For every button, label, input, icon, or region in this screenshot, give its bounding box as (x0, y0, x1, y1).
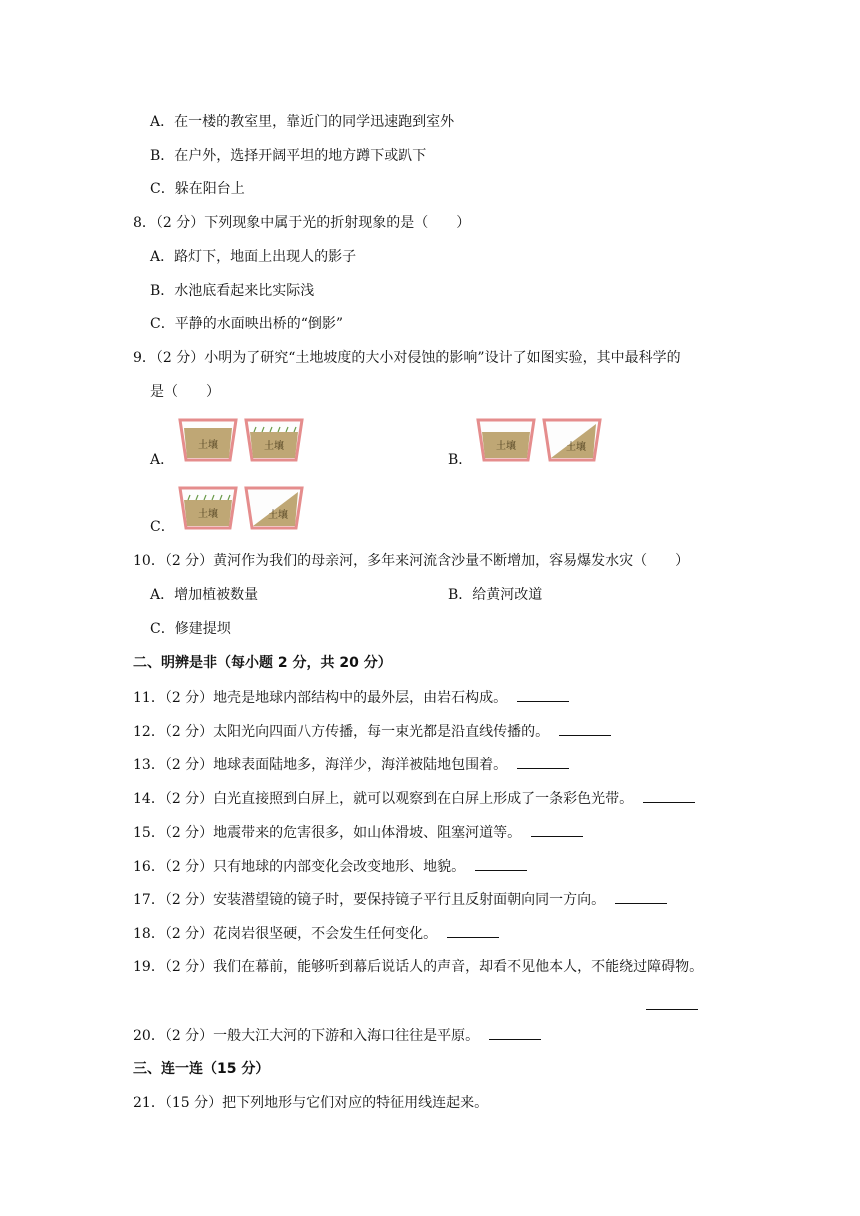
answer-blank[interactable] (615, 889, 667, 904)
q21-stem: 21．（15 分）把下列地形与它们对应的特征用线连起来。 (133, 1095, 489, 1111)
answer-blank[interactable] (531, 822, 583, 837)
q7-option-b: B．在户外，选择开阔平坦的地方蹲下或趴下 (150, 148, 427, 164)
tf-item-20: 20．（2 分）一般大江大河的下游和入海口往往是平原。 (133, 1025, 541, 1046)
q10-option-a: A．增加植被数量 (150, 587, 259, 603)
q8-stem: 8．（2 分）下列现象中属于光的折射现象的是（ ） (133, 215, 471, 231)
soil-label: 土壤 (496, 441, 516, 452)
q9-label-c: C． (150, 519, 175, 535)
tf-item-15: 15．（2 分）地震带来的危害很多，如山体滑坡、阻塞河道等。 (133, 822, 583, 843)
soil-label: 土壤 (264, 441, 284, 452)
section2-title: 二、明辨是非（每小题 2 分，共 20 分） (133, 655, 392, 671)
q10-option-b: B．给黄河改道 (448, 587, 543, 603)
q8-option-b: B．水池底看起来比实际浅 (150, 283, 315, 299)
q8-option-c: C．平静的水面映出桥的“倒影” (150, 316, 344, 332)
q9-stem-line1: 9．（2 分）小明为了研究“土地坡度的大小对侵蚀的影响”设计了如图实验，其中最科学的 (133, 350, 681, 366)
soil-label: 土壤 (566, 442, 586, 453)
basin-flat-figure (178, 418, 238, 462)
q10-option-c: C．修建提坝 (150, 621, 231, 637)
answer-blank[interactable] (447, 923, 499, 938)
q7-option-a: A．在一楼的教室里，靠近门的同学迅速跑到室外 (150, 114, 455, 130)
q7-option-c: C．躲在阳台上 (150, 181, 245, 197)
tf-item-17: 17．（2 分）安装潜望镜的镜子时，要保持镜子平行且反射面朝向同一方向。 (133, 889, 667, 910)
tf-item-13: 13．（2 分）地球表面陆地多，海洋少，海洋被陆地包围着。 (133, 754, 569, 775)
soil-label: 土壤 (268, 510, 288, 521)
basin-flat-grass-figure (244, 418, 304, 462)
basin-flat-grass-figure (178, 486, 238, 530)
soil-label: 土壤 (198, 440, 218, 451)
tf-item-11: 11．（2 分）地壳是地球内部结构中的最外层，由岩石构成。 (133, 687, 569, 708)
answer-blank[interactable] (517, 687, 569, 702)
tf-item-18: 18．（2 分）花岗岩很坚硬，不会发生任何变化。 (133, 923, 499, 944)
tf-item-19: 19．（2 分）我们在幕前，能够听到幕后说话人的声音，却看不见他本人，不能绕过障碍物。 (133, 959, 704, 975)
answer-blank[interactable] (517, 754, 569, 769)
answer-blank[interactable] (475, 856, 527, 871)
basin-sloped-figure (542, 418, 602, 462)
answer-blank[interactable] (646, 995, 698, 1010)
q9-stem-line2: 是（ ） (150, 384, 220, 400)
section3-title: 三、连一连（15 分） (133, 1061, 270, 1077)
answer-blank[interactable] (559, 721, 611, 736)
q9-label-b: B． (448, 452, 473, 468)
q8-option-a: A．路灯下，地面上出现人的影子 (150, 249, 357, 265)
tf-item-12: 12．（2 分）太阳光向四面八方传播，每一束光都是沿直线传播的。 (133, 721, 611, 742)
q10-stem: 10．（2 分）黄河作为我们的母亲河，多年来河流含沙量不断增加，容易爆发水灾（ ） (133, 553, 690, 569)
tf-item-16: 16．（2 分）只有地球的内部变化会改变地形、地貌。 (133, 856, 527, 877)
basin-sloped-figure (244, 486, 304, 530)
answer-blank[interactable] (643, 788, 695, 803)
soil-label: 土壤 (198, 509, 218, 520)
tf-item-14: 14．（2 分）白光直接照到白屏上，就可以观察到在白屏上形成了一条彩色光带。 (133, 788, 695, 809)
basin-flat-figure (476, 418, 536, 462)
q9-label-a: A． (150, 452, 175, 468)
answer-blank[interactable] (489, 1025, 541, 1040)
